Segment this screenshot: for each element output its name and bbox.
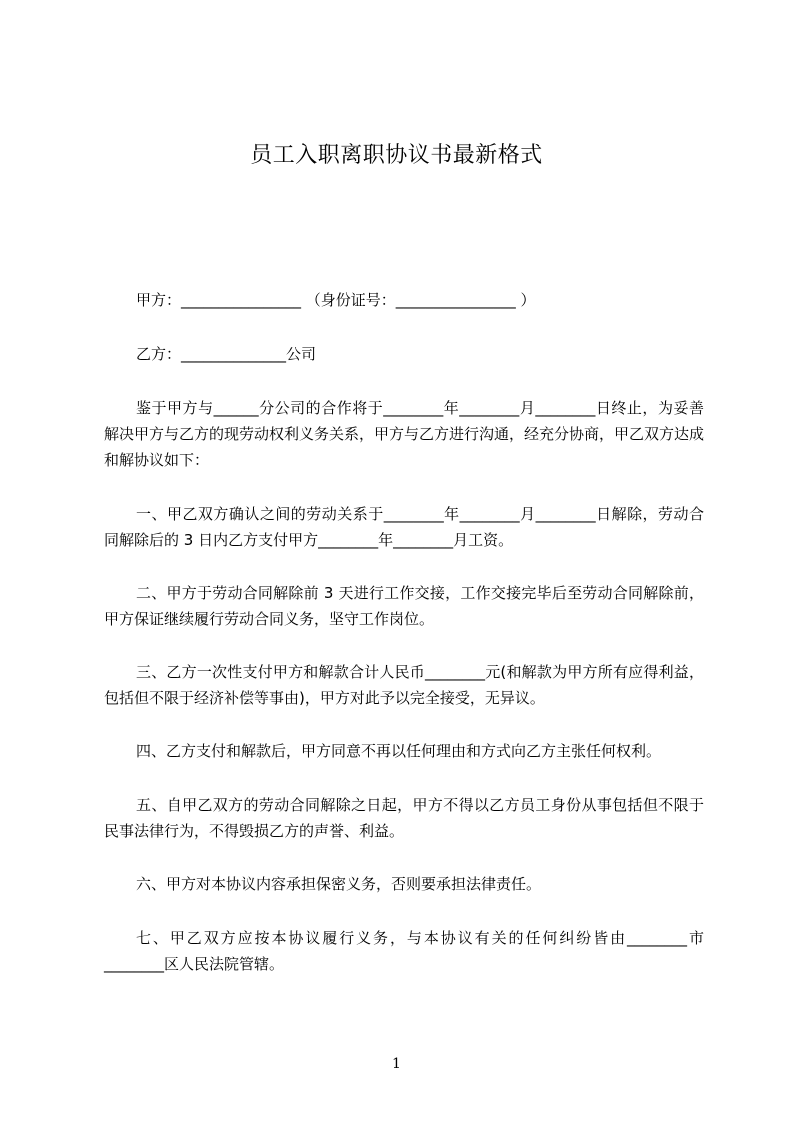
page-number: 1 [392,1056,401,1072]
clause-paragraph: 七、甲乙双方应按本协议履行义务，与本协议有关的任何纠纷皆由________市________区人民法院管辖。 [104,929,704,973]
party-a-line: 甲方：________________ （身份证号：________________ ） [136,291,536,309]
clause-paragraph: 一、甲乙双方确认之间的劳动关系于________年________月________日解除，劳动合同解除后的 3 日内乙方支付甲方________年________月工资。 [104,505,704,549]
clause-paragraph: 二、甲方于劳动合同解除前 3 天进行工作交接，工作交接完毕后至劳动合同解除前，甲方保证继续履行劳动合同义务，坚守工作岗位。 [104,584,704,628]
clause-paragraph: 四、乙方支付和解款后，甲方同意不再以任何理由和方式向乙方主张任何权利。 [136,742,662,760]
clause-paragraph: 三、乙方一次性支付甲方和解款合计人民币________元(和解款为甲方所有应得利益，包括但不限于经济补偿等事由)，甲方对此予以完全接受，无异议。 [104,663,704,707]
clause-paragraph: 五、自甲乙双方的劳动合同解除之日起，甲方不得以乙方员工身份从事包括但不限于民事法律行为，不得毁损乙方的声誉、利益。 [104,796,704,840]
party-b-line: 乙方：______________公司 [136,345,317,363]
preamble-paragraph: 鉴于甲方与______分公司的合作将于________年________月________日终止，为妥善解决甲方与乙方的现劳动权利义务关系，甲方与乙方进行沟通，经充分协商，甲乙双方达成和解协议如下： [104,399,705,469]
page-title: 员工入职离职协议书最新格式 [250,143,543,168]
clause-paragraph: 六、甲方对本协议内容承担保密义务，否则要承担法律责任。 [136,875,542,893]
